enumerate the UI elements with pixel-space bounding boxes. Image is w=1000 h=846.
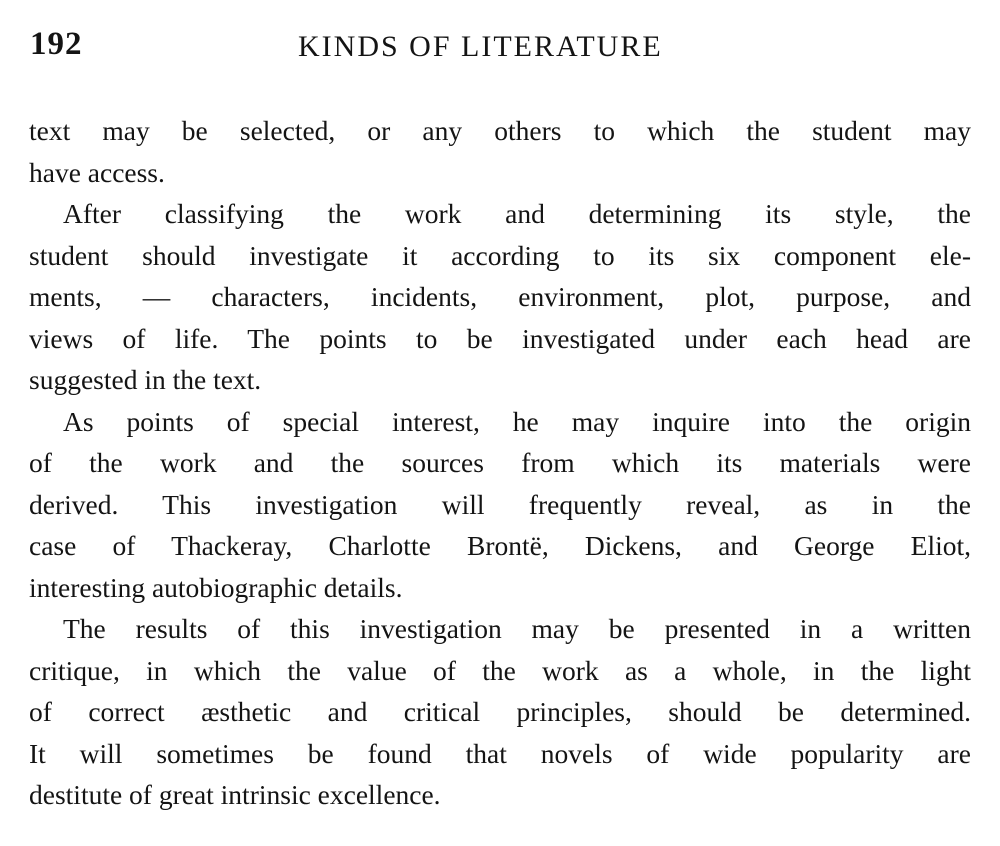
text-line: student should investigate it according to its six component ele- <box>29 239 971 271</box>
page-number: 192 <box>30 26 83 62</box>
text-line: As points of special interest, he may inquire into the origin <box>63 405 971 437</box>
running-head <box>30 26 975 76</box>
paragraph <box>29 608 971 816</box>
paragraph <box>29 110 971 193</box>
text-line: After classifying the work and determining its style, the <box>63 198 971 229</box>
text-line: text may be selected, or any others to which the student may <box>29 115 971 146</box>
text-line: interesting autobiographic details. <box>29 571 403 603</box>
text-line: of the work and the sources from which its materials were <box>29 447 971 478</box>
text-line: derived. This investigation will frequently reveal, as in the <box>29 488 971 520</box>
text-line: It will sometimes be found that novels of wide popularity are <box>29 737 971 769</box>
text-line: destitute of great intrinsic excellence. <box>29 779 441 810</box>
text-line: suggested in the text. <box>29 364 262 395</box>
paragraph <box>29 401 971 609</box>
text-line: critique, in which the value of the work as a whole, in the light <box>29 654 971 686</box>
text-line: have access. <box>29 156 165 188</box>
text-line: case of Thackeray, Charlotte Brontë, Dickens, and George Eliot, <box>29 530 971 561</box>
text-line: The results of this investigation may be presented in a written <box>63 613 971 644</box>
paragraph <box>29 193 971 401</box>
text-line: of correct æsthetic and critical principles, should be determined. <box>29 696 971 727</box>
body-text <box>29 110 971 816</box>
running-title: KINDS OF LITERATURE <box>298 30 663 63</box>
text-line: ments, — characters, incidents, environment, plot, purpose, and <box>29 281 971 312</box>
text-line: views of life. The points to be investigated under each head are <box>29 322 971 354</box>
